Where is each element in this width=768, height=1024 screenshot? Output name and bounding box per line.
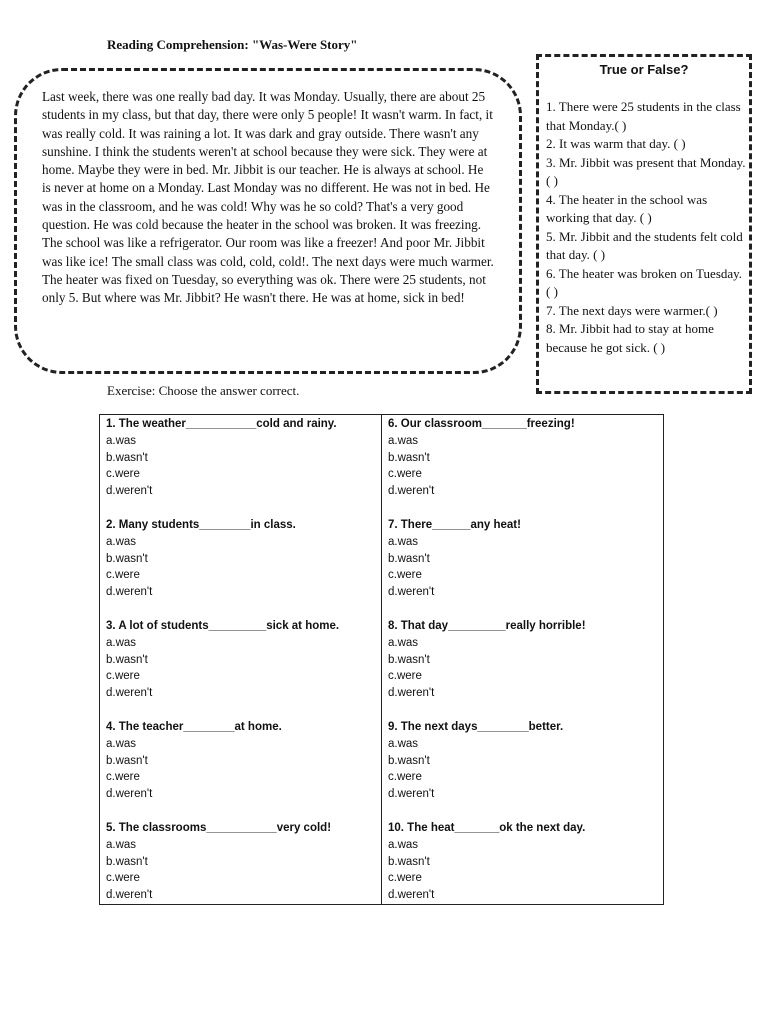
option-c: c.were (106, 569, 140, 582)
option-d: d.weren't (388, 889, 435, 902)
option-a: a.was (388, 838, 419, 851)
option-b: b.wasn't (388, 754, 430, 767)
option-a: a.was (388, 636, 419, 649)
true-false-item: 6. The heater was broken on Tuesday. ( ) (546, 265, 743, 299)
option-c: c.were (106, 468, 140, 481)
question-text: 4. The teacher________at home. (106, 721, 282, 733)
option-a: a.was (106, 838, 137, 851)
option-c: c.were (106, 872, 140, 885)
true-false-item: 2. It was warm that day. ( ) (546, 136, 686, 151)
question-text: 7. There______any heat! (388, 519, 521, 531)
exercise-instruction: Exercise: Choose the answer correct. (107, 383, 300, 398)
option-d: d.weren't (388, 586, 435, 599)
true-false-item: 3. Mr. Jibbit was present that Monday. ( ) (546, 154, 746, 188)
option-c: c.were (106, 771, 140, 784)
question-8 (388, 618, 664, 702)
question-10 (388, 820, 664, 904)
question-9 (388, 719, 664, 803)
option-d: d.weren't (106, 788, 153, 801)
option-c: c.were (388, 872, 422, 885)
option-d: d.weren't (106, 889, 153, 902)
option-b: b.wasn't (106, 754, 148, 767)
option-a: a.was (106, 737, 137, 750)
option-d: d.weren't (106, 687, 153, 700)
option-d: d.weren't (106, 485, 153, 498)
true-false-item: 4. The heater in the school was working that day. ( ) (546, 191, 708, 225)
true-false-item: 7. The next days were warmer.( ) (546, 302, 718, 318)
question-text: 1. The weather___________cold and rainy. (106, 418, 337, 430)
option-c: c.were (388, 468, 422, 481)
question-text: 3. A lot of students_________sick at home. (106, 620, 340, 632)
true-false-title: True or False? (599, 62, 689, 77)
option-a: a.was (106, 636, 137, 649)
worksheet-title: Reading Comprehension: "Was-Were Story" (107, 37, 358, 52)
option-b: b.wasn't (388, 451, 430, 464)
option-a: a.was (106, 434, 137, 447)
question-7 (388, 517, 664, 601)
question-5 (106, 820, 382, 904)
option-a: a.was (106, 535, 137, 548)
question-1 (106, 416, 382, 500)
true-false-item: 8. Mr. Jibbit had to stay at home because he got sick. ( ) (546, 321, 714, 355)
question-text: 9. The next days________better. (388, 721, 564, 733)
option-c: c.were (388, 670, 422, 683)
option-d: d.weren't (388, 687, 435, 700)
option-d: d.weren't (388, 485, 435, 498)
question-2 (106, 517, 382, 601)
question-text: 2. Many students________in class. (106, 519, 296, 531)
question-6 (388, 416, 664, 500)
option-a: a.was (388, 737, 419, 750)
option-d: d.weren't (388, 788, 435, 801)
option-c: c.were (388, 771, 422, 784)
option-a: a.was (388, 434, 419, 447)
option-b: b.wasn't (388, 552, 430, 565)
option-c: c.were (106, 670, 140, 683)
true-false-item: 1. There were 25 students in the class that Monday.( ) (546, 99, 741, 133)
question-text: 5. The classrooms___________very cold! (106, 822, 332, 834)
option-b: b.wasn't (388, 653, 430, 666)
option-b: b.wasn't (106, 653, 148, 666)
option-b: b.wasn't (106, 552, 148, 565)
option-b: b.wasn't (106, 855, 148, 868)
question-text: 8. That day_________really horrible! (388, 620, 586, 632)
option-a: a.was (388, 535, 419, 548)
question-text: 6. Our classroom_______freezing! (388, 418, 575, 430)
option-b: b.wasn't (106, 451, 148, 464)
story-paragraph: Last week, there was one really bad day. It was Monday. Usually, there are about 25 students in my class, but that day, there were only 5 people! It wasn't warm. In fact, it was really cold. It was raining a lot. It was dark and gray outside. There wasn't any sunshine. I think the students weren't at school because they were sick. They were at home. Maybe they were in bed. Mr. Jibbit is our teacher. He is always at school. He is never at home on a Monday. Last Monday was no different. He was not in bed. He was in the classroom, and he was cold! Why was he so cold? That's a very good question. He was cold because the heater in the school was broken. It was freezing. The school was like a refrigerator. Our room was like a freezer! And poor Mr. Jibbit was like ice! The small class was cold, cold, cold!. The next days were much warmer. The heater was fixed on Tuesday, so everything was ok. There were 25 students, not only 5. But where was Mr. Jibbit? He wasn't there. He was at home, sick in bed! (42, 89, 494, 306)
question-4 (106, 719, 382, 803)
option-d: d.weren't (106, 586, 153, 599)
true-false-item: 5. Mr. Jibbit and the students felt cold that day. ( ) (546, 228, 743, 262)
question-text: 10. The heat_______ok the next day. (388, 822, 586, 834)
true-false-list (546, 98, 746, 357)
question-3 (106, 618, 382, 702)
option-c: c.were (388, 569, 422, 582)
option-b: b.wasn't (388, 855, 430, 868)
